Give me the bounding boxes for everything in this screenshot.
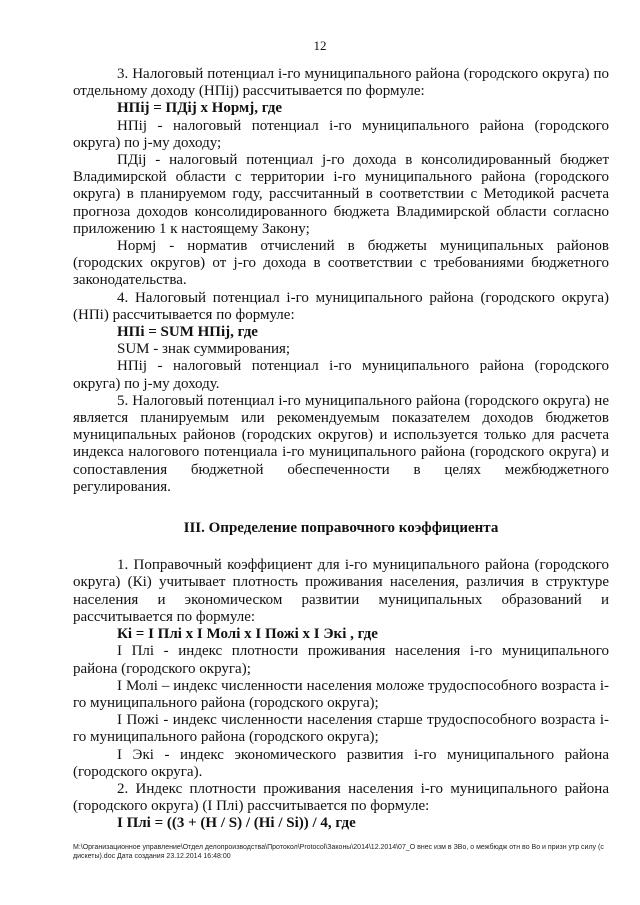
paragraph: 2. Индекс плотности проживания населения i-го муниципального района (городского округа) (I Плi) рассчитывается по формуле:	[73, 780, 609, 815]
paragraph: I Экi - индекс экономического развития i-го муниципального района (городского округа).	[73, 746, 609, 780]
paragraph: I Плi - индекс плотности проживания населения i-го муниципального района (городского округа);	[73, 643, 609, 677]
section-heading: III. Определение поправочного коэффициента	[183, 520, 499, 537]
document-body	[73, 66, 609, 833]
formula: I Плi = ((3 + (Н / S) / (Нi / Si)) / 4, где	[117, 815, 356, 832]
formula: НПij = ПДij х Нормj, где	[117, 100, 282, 117]
paragraph: 4. Налоговый потенциал i-го муниципального района (городского округа) (НПi) рассчитывается по формуле:	[73, 289, 609, 323]
paragraph: НПij - налоговый потенциал i-го муниципального района (городского округа) по j-му доходу;	[73, 117, 609, 151]
paragraph: 1. Поправочный коэффициент для i-го муниципального района (городского округа) (Кi) учитывает плотность проживания населения, различия в структуре населения и экономическом развитии муниципальных образований и рассчитывается по формуле:	[73, 557, 609, 625]
paragraph: ПДij - налоговый потенциал j-го дохода в консолидированный бюджет Владимирской области с территории i-го муниципального района (городского округа) в планируемом году, рассчитанный в соответствии с Методикой расчета прогноза доходов консолидированного бюджета Владимирской области согласно приложению 1 к настоящему Закону;	[73, 152, 609, 237]
paragraph: 5. Налоговый потенциал i-го муниципального района (городского округа) не является планируемым или рекомендуемым показателем доходов бюджетов муниципальных районов (городских округов) и используется только для расчета индекса налогового потенциала i-го муниципального района (городского округа) и сопоставления бюджетной обеспеченности в целях межбюджетного регулирования.	[73, 392, 609, 495]
file-path-footer: М:\Организационное управление\Отдел делопроизводства\Протокол\Protocol\Законы\2014\12.2014\07_О внес изм в ЗВо, о межбюдж отн во Во и призн утр силу (с дискеты).doc Дата создания 23.12.2014 16:48:00	[73, 844, 604, 860]
formula: Кi = I Плi х I Молi х I Пожi х I Экi , где	[117, 626, 378, 643]
paragraph: I Молi – индекс численности населения моложе трудоспособного возраста i-го муниципального района (городского округа);	[73, 677, 609, 711]
paragraph: НПij - налоговый потенциал i-го муниципального района (городского округа) по j-му доходу.	[73, 358, 609, 392]
formula: НПi = SUM НПij, где	[117, 324, 258, 341]
paragraph: SUM - знак суммирования;	[117, 341, 291, 358]
page-number: 12	[313, 38, 327, 53]
paragraph: 3. Налоговый потенциал i-го муниципального района (городского округа) по отдельному доходу (НПij) рассчитывается по формуле:	[73, 66, 609, 100]
paragraph: Нормj - норматив отчислений в бюджеты муниципальных районов (городских округов) от j-го дохода в соответствии с требованиями бюджетного законодательства.	[73, 238, 609, 289]
paragraph: I Пожi - индекс численности населения старше трудоспособного возраста i-го муниципального района (городского округа);	[73, 712, 609, 746]
